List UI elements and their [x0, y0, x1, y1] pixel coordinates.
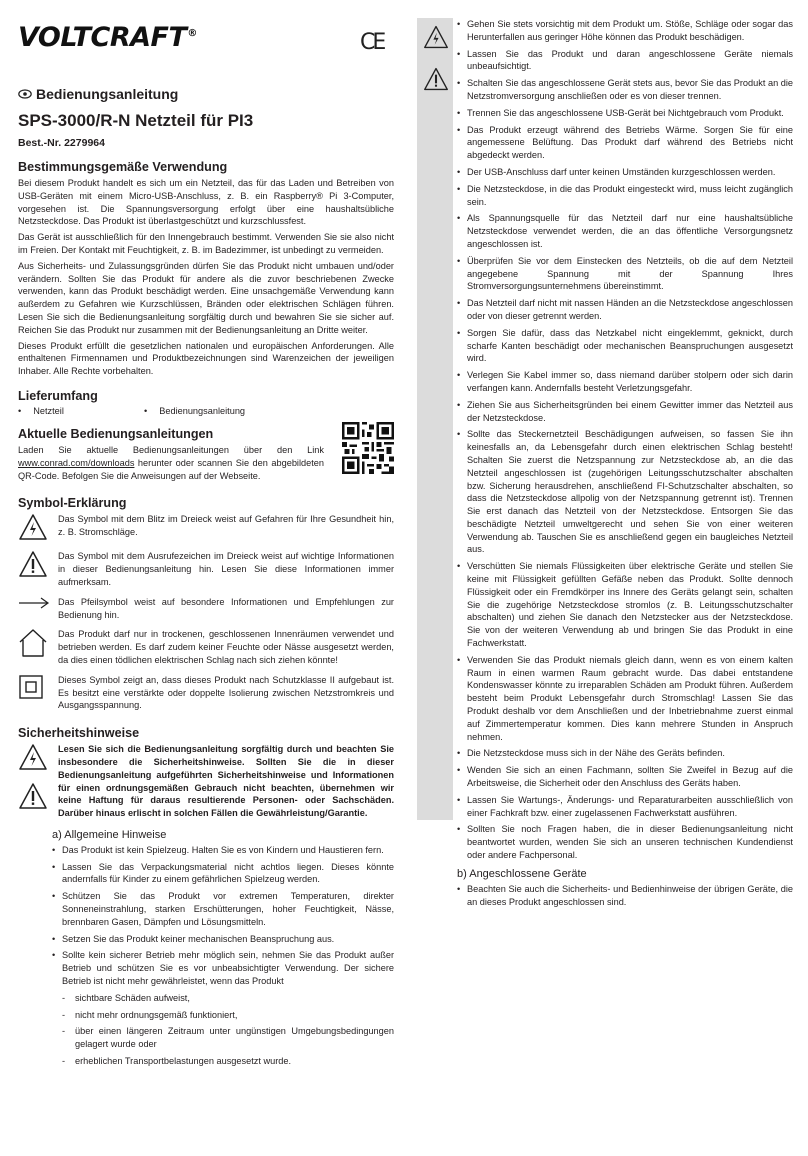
- scope-heading: Lieferumfang: [18, 388, 98, 403]
- list-item: - erheblichen Transportbelastungen ausgesetzt wurde.: [62, 1055, 394, 1068]
- list-item: - über einen längeren Zeitraum unter ungünstigen Umgebungsbedingungen gelagert wurde oder: [62, 1025, 394, 1051]
- exclamation-warning-icon: [18, 550, 48, 578]
- list-item: • Sollte kein sicherer Betrieb mehr möglich sein, nehmen Sie das Produkt außer Betrieb und schützen Sie es vor unbeabsichtigter Verwendung. Der sichere Betrieb ist nicht mehr gewährleistet, wenn das Produkt: [52, 949, 394, 987]
- page-title: SPS-3000/R-N Netzteil für PI3: [18, 111, 254, 130]
- list-item: • Beachten Sie auch die Sicherheits- und Bedienhinweise der übrigen Geräte, die an dieses Produkt angeschlossen sind.: [457, 883, 793, 909]
- intended-use-paragraph: Bei diesem Produkt handelt es sich um ein Netzteil, das für das Laden und Betreiben von USB-Geräten mit einem Micro-USB-Anschluss, z. B. ein Raspberry® Pi 3-Computer, vorgesehen ist. Die Spannungsversorgung erfolgt über eine haushaltsübliche Netzsteckdose. Das Produkt ist überlastgeschützt und kurzschlussfest.: [18, 178, 394, 227]
- section-label: Bedienungsanleitung: [18, 86, 394, 102]
- list-item: • Verwenden Sie das Produkt niemals gleich dann, wenn es von einem kalten Raum in einen warmen Raum gebracht wurde. Das dabei entstandene Kondenswasser könnte zu irreparablen Schäden am Produkt führen. Außerdem besteht beim Produkt Lebensgefahr durch Stromschlag! Lassen Sie das Produkt deshalb vor dem Anschließen und der Inbetriebnahme zuerst einmal auf Zimmertemperatur kommen. Dies kann mehrere Stunden in Anspruch nehmen.: [457, 654, 793, 744]
- list-item: • Die Netzsteckdose muss sich in der Nähe des Geräts befinden.: [457, 747, 793, 760]
- list-item: - nicht mehr ordnungsgemäß funktioniert,: [62, 1009, 394, 1022]
- list-item: • Das Produkt ist kein Spielzeug. Halten Sie es von Kindern und Haustieren fern.: [52, 844, 394, 857]
- list-item: • Verschütten Sie niemals Flüssigkeiten über elektrische Geräte und stellen Sie keine mit Flüssigkeit gefüllten Gefäße neben das Produkt. Sollte dennoch Flüssigkeit oder ein Fremdkörper ins Innere des Geräts gelangt sein, schalten Sie die zugehörige Netzsteckdose stromlos (z. B. Leitungsschutzschalter abschalten) und ziehen Sie danach den Netzstecker aus der Netzsteckdose. Sie von der weiteren Verwendung ab und bringen Sie das Produkt in eine Fachwerkstatt.: [457, 560, 793, 650]
- list-item: • Sollte das Steckernetzteil Beschädigungen aufweisen, so fassen Sie ihn keinesfalls an, da Lebensgefahr durch einen elektrischen Schlag besteht! Schalten Sie zuerst die Netzspannung zur Netzsteckdose ab, an die das Netzteil angeschlossen ist (zugehörigen Leitungsschutzschalter abschalten bzw. Sicherung herausdrehen, anschließend FI-Schutzschalter abschalten, so dass die Netzsteckdose allpolig von der Netzspannung getrennt ist). Trennen Sie erst danach das Netzteil von der Netzsteckdose. Entsorgen Sie das beschädigte Netzteil umweltgerecht und sehen Sie von einer weiteren Verwendung ab. Tauschen Sie es anschließend gegen ein baugleiches Netzteil aus.: [457, 428, 793, 556]
- list-item: • Der USB-Anschluss darf unter keinen Umständen kurzgeschlossen werden.: [457, 166, 793, 179]
- exclamation-warning-icon: [423, 66, 449, 92]
- list-item: • Gehen Sie stets vorsichtig mit dem Produkt um. Stöße, Schläge oder sogar das Herunterfallen aus geringer Höhe können das Produkt beschädigen.: [457, 18, 793, 44]
- general-list: [52, 844, 394, 988]
- symbols-heading: Symbol-Erklärung: [18, 496, 127, 511]
- list-item: • Sollten Sie noch Fragen haben, die in dieser Bedienungsanleitung nicht beantwortet wurden, wenden Sie sich an unseren technischen Kundendienst oder andere Fachpersonal.: [457, 823, 793, 861]
- symbol-row: Das Produkt darf nur in trockenen, geschlossenen Innenräumen verwendet und betrieben werden. Es darf zudem keiner Feuchte oder Nässe ausgesetzt werden, da dies einen tödlichen elektrischen Schlag nach sich ziehen könnte!: [18, 628, 394, 669]
- exclamation-warning-icon: [18, 782, 48, 810]
- ce-mark: CE: [360, 30, 384, 55]
- general-heading: a) Allgemeine Hinweise: [52, 828, 167, 841]
- symbol-row: Das Pfeilsymbol weist auf besondere Informationen und Empfehlungen zur Bedienung hin.: [18, 596, 394, 625]
- manuals-text: Laden Sie aktuelle Bedienungsanleitungen über den Link www.conrad.com/downloads herunter oder scannen Sie den abgebildeten QR-Code. Befolgen Sie die Anweisungen auf der Webseite.: [18, 444, 324, 481]
- list-item: • Überprüfen Sie vor dem Einstecken des Netzteils, ob die auf dem Netzteil angegebene Spannung mit der Spannung Ihres Stromversorgungsunternehmens übereinstimmt.: [457, 255, 793, 293]
- list-item: • Verlegen Sie Kabel immer so, dass niemand darüber stolpern oder sich darin verfangen kann. Andernfalls besteht Verletzungsgefahr.: [457, 369, 793, 395]
- brand-logo: VOLTCRAFT®: [18, 22, 197, 53]
- lightning-warning-icon: [18, 743, 48, 771]
- indoor-house-icon: [18, 628, 48, 658]
- list-item: • Sorgen Sie dafür, dass das Netzkabel nicht eingeklemmt, geknickt, durch scharfe Kanten beschädigt oder mechanischen Beanspruchungen ausgesetzt wird.: [457, 327, 793, 365]
- list-item: • Schalten Sie das angeschlossene Gerät stets aus, bevor Sie das Produkt an die Netzstromversorgung anschließen oder es von dieser trennen.: [457, 77, 793, 103]
- warning-sidebar: [417, 18, 453, 820]
- order-number: Best.-Nr. 2279964: [18, 137, 105, 149]
- list-item: • Bedienungsanleitung: [144, 405, 246, 416]
- intended-use-heading: Bestimmungsgemäße Verwendung: [18, 160, 228, 174]
- list-item: • Schützen Sie das Produkt vor extremen Temperaturen, direkter Sonneneinstrahlung, starken Erschütterungen, hoher Feuchtigkeit, Nässe, brennbaren Gasen, Dämpfen und Lösungsmitteln.: [52, 890, 394, 928]
- intended-use-paragraph: Das Gerät ist ausschließlich für den Innengebrauch bestimmt. Verwenden Sie sie also nicht im Freien. Der Kontakt mit Feuchtigkeit, z. B. im Badezimmer, ist unbedingt zu vermeiden.: [18, 232, 394, 255]
- list-item: - sichtbare Schäden aufweist,: [62, 992, 394, 1005]
- list-item: • Wenden Sie sich an einen Fachmann, sollten Sie Zweifel in Bezug auf die Arbeitsweise, die Sicherheit oder den Anschluss des Geräts haben.: [457, 764, 793, 790]
- list-item: • Die Netzsteckdose, in die das Produkt eingesteckt wird, muss leicht zugänglich sein.: [457, 183, 793, 209]
- symbol-row: Das Symbol mit dem Blitz im Dreieck weist auf Gefahren für Ihre Gesundheit hin, z. B. Stromschläge.: [18, 513, 394, 546]
- protection-class-2-icon: [18, 674, 44, 700]
- right-column: [457, 18, 793, 912]
- intended-use-paragraph: Aus Sicherheits- und Zulassungsgründen dürfen Sie das Produkt nicht umbauen und/oder verändern. Sollten Sie das Produkt für andere als die zuvor beschriebenen Zwecke verwenden, kann das Produkt beschädigt werden. Eine unsachgemäße Verwendung kann außerdem zu Gefahren wie Kurzschlüssen, Bränden oder elektrischen Schlägen führen. Lesen Sie sich die Bedienungsanleitung sorgfältig durch und bewahren Sie sie sicher auf. Reichen Sie das Produkt nur zusammen mit der Bedienungsanleitung an Dritte weiter.: [18, 260, 394, 335]
- eye-icon: [18, 87, 32, 101]
- connected-list: [457, 883, 793, 909]
- arrow-icon: [18, 596, 50, 610]
- safety-intro: Lesen Sie sich die Bedienungsanleitung sorgfältig durch und beachten Sie insbesondere die Sicherheitshinweise. Sollten Sie die in dieser Bedienungsanleitung aufgeführten Sicherheitshinweise und Informationen für einen ordnungsgemäßen Gebrauch nicht beachten, übernehmen wir keine Haftung für daraus resultierende Personen- oder Sachschäden. Darüber hinaus erlischt in solchen Fällen die Gewährleistung/Garantie.: [58, 744, 394, 819]
- list-item: • Netzteil: [18, 405, 64, 416]
- list-item: • Das Produkt erzeugt während des Betriebs Wärme. Sorgen Sie für eine angemessene Belüftung. Das Produkt darf während des Betriebs nicht abgedeckt werden.: [457, 124, 793, 162]
- sub-list: [52, 992, 394, 1068]
- lightning-warning-icon: [423, 24, 449, 50]
- manuals-heading: Aktuelle Bedienungsanleitungen: [18, 426, 214, 441]
- list-item: • Trennen Sie das angeschlossene USB-Gerät bei Nichtgebrauch vom Produkt.: [457, 107, 793, 120]
- list-item: • Lassen Sie Wartungs-, Änderungs- und Reparaturarbeiten ausschließlich von einer Fachkraft bzw. einer zugelassenen Fachwerkstatt ausführen.: [457, 794, 793, 820]
- list-item: • Lassen Sie das Verpackungsmaterial nicht achtlos liegen. Dieses könnte andernfalls für Kinder zu einem gefährlichen Spielzeug werden.: [52, 861, 394, 887]
- qr-code-icon[interactable]: [342, 422, 394, 474]
- list-item: • Das Netzteil darf nicht mit nassen Händen an die Netzsteckdose angeschlossen oder von dieser getrennt werden.: [457, 297, 793, 323]
- lightning-warning-icon: [18, 513, 48, 541]
- safety-list-continued: [457, 18, 793, 862]
- scope-list: [18, 406, 394, 416]
- safety-heading: Sicherheitshinweise: [18, 726, 140, 741]
- connected-heading: b) Angeschlossene Geräte: [457, 867, 587, 880]
- intended-use-paragraph: Dieses Produkt erfüllt die gesetzlichen nationalen und europäischen Anforderungen. Alle enthaltenen Firmennamen und Produktbezeichnungen sind Warenzeichen der jeweiligen Inhaber. Alle Rechte vorbehalten.: [18, 340, 394, 377]
- list-item: • Als Spannungsquelle für das Netzteil darf nur eine haushaltsübliche Netzsteckdose verwendet werden, die an das öffentliche Versorgungsnetz angeschlossen ist.: [457, 212, 793, 250]
- list-item: • Ziehen Sie aus Sicherheitsgründen bei einem Gewitter immer das Netzteil aus der Netzsteckdose.: [457, 399, 793, 425]
- list-item: • Setzen Sie das Produkt keiner mechanischen Beanspruchung aus.: [52, 933, 394, 946]
- symbol-row: Das Symbol mit dem Ausrufezeichen im Dreieck weist auf wichtige Informationen in dieser Bedienungsanleitung hin. Lesen Sie diese Informationen immer aufmerksam.: [18, 550, 394, 591]
- download-link[interactable]: www.conrad.com/downloads: [18, 457, 135, 468]
- symbol-row: Dieses Symbol zeigt an, dass dieses Produkt nach Schutzklasse II aufgebaut ist. Es besitzt eine verstärkte oder doppelte Isolierung zwischen Netzstromkreis und Ausgangsspannung.: [18, 674, 394, 715]
- list-item: • Lassen Sie das Produkt und daran angeschlossene Geräte niemals unbeaufsichtigt.: [457, 48, 793, 74]
- left-column: [18, 86, 394, 1072]
